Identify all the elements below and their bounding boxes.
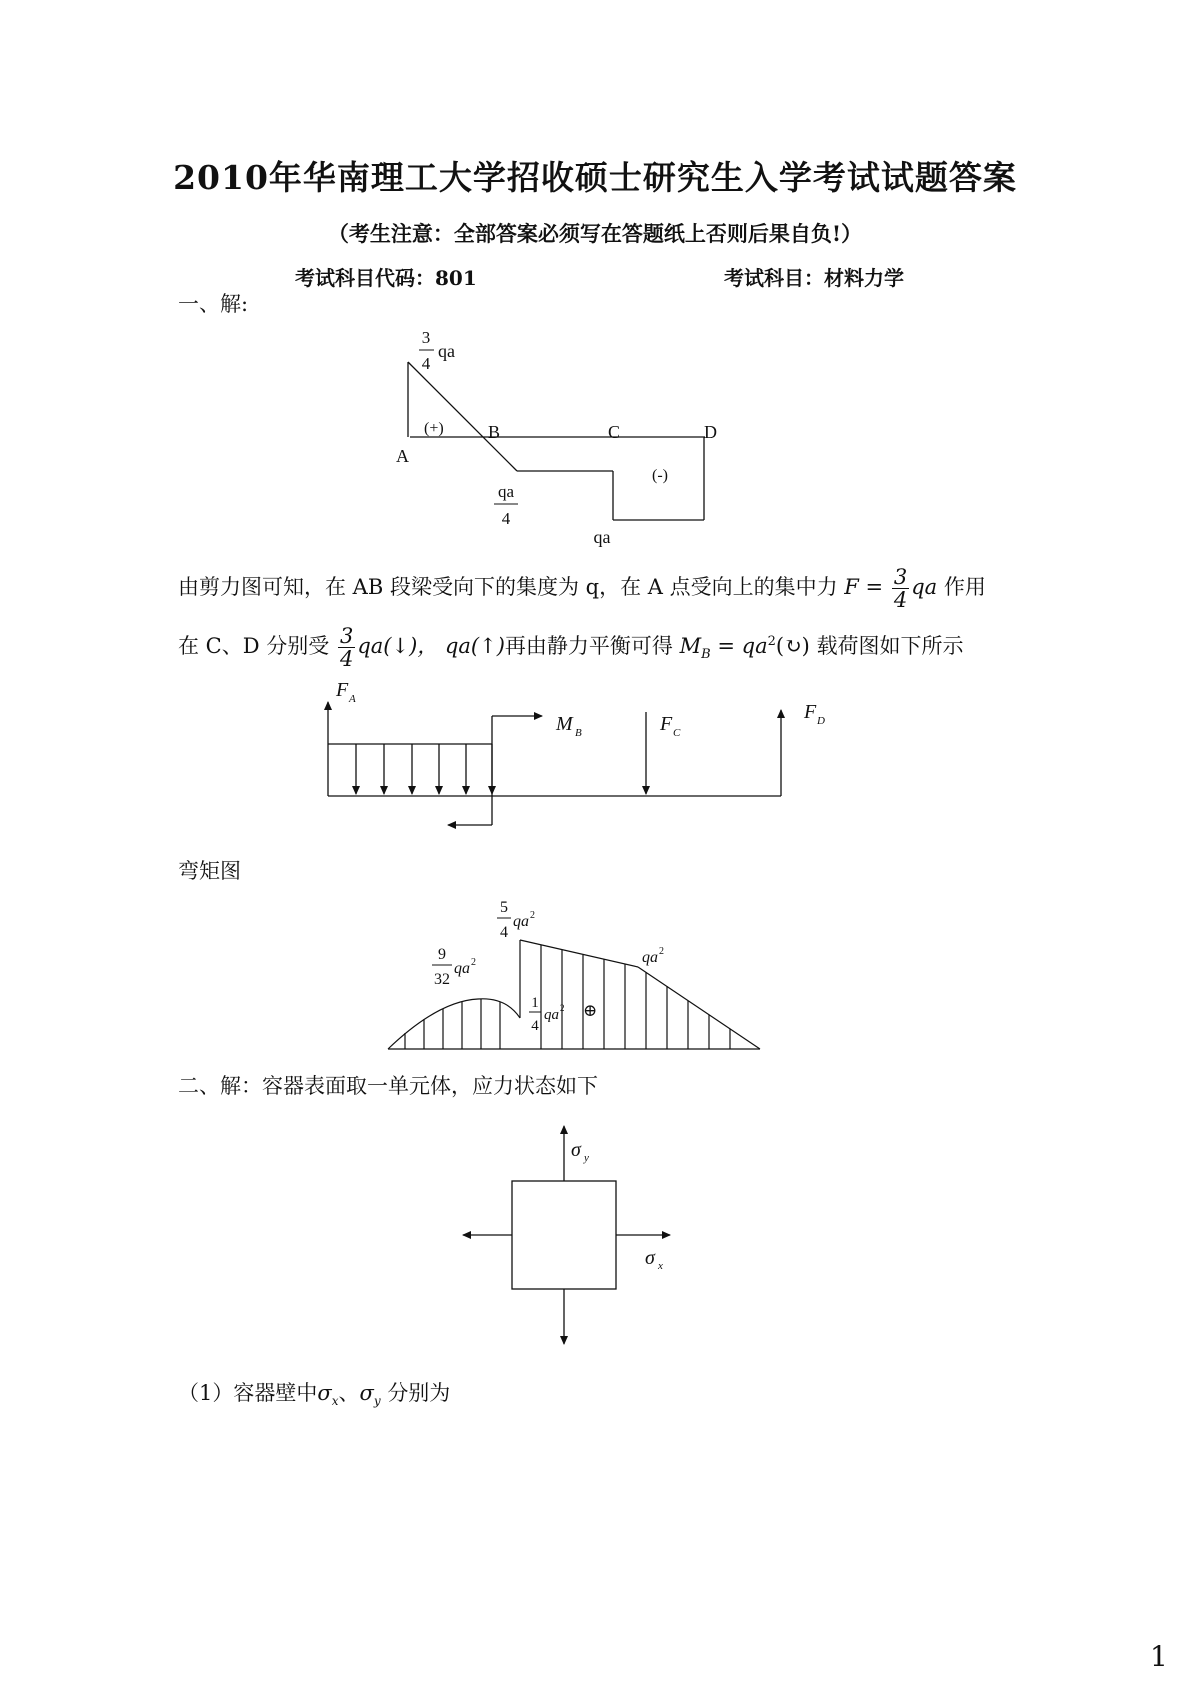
moment-peak-den: 4 [500, 924, 508, 941]
moment-peak-num: 5 [500, 899, 508, 916]
moment-left-sup: 2 [471, 957, 476, 968]
para1-text-start: 由剪力图可知，在 AB 段梁受向下的集度为 q，在 A 点受向上的集中力 [178, 575, 838, 599]
shear-force-diagram [380, 320, 760, 560]
moment-sign: ⊕ [583, 1001, 598, 1020]
q1-sigma-y: σ [359, 1381, 374, 1405]
moment-peak-unit: qa [513, 913, 529, 930]
sigma-y-sub: y [584, 1152, 589, 1164]
sigma-y-label: σ [571, 1139, 581, 1161]
para1-text-end: 作用 [943, 575, 986, 599]
para2-fraction [338, 625, 355, 670]
q1-separator: 、 [338, 1381, 360, 1405]
load-fc-sub: C [673, 727, 681, 739]
moment-inner-unit: qa [544, 1007, 559, 1023]
moment-inner-num: 1 [531, 995, 539, 1011]
load-mb-sub: B [575, 727, 582, 739]
para2-equals: = qa [710, 634, 768, 658]
para1-fraction-den: 4 [893, 588, 908, 612]
para2-term-2: qa(↑) [444, 634, 505, 658]
q1-sigma-x-sub: x [331, 1394, 339, 1409]
q1-sigma-y-sub: y [373, 1394, 381, 1409]
para2-text-mid: 再由静力平衡可得 [504, 634, 673, 658]
stress-element-diagram [455, 1118, 715, 1358]
bending-moment-heading: 弯矩图 [178, 859, 241, 883]
moment-right-line [638, 967, 760, 1049]
shear-point-b: B [488, 422, 501, 442]
shear-top-num: 3 [421, 328, 431, 347]
para2-term-1: qa(↓)， [357, 634, 439, 658]
load-fa-label: F [336, 679, 349, 701]
load-diagram [310, 672, 850, 842]
shear-top-den: 4 [421, 354, 431, 373]
q1-sigma-x: σ [317, 1381, 332, 1405]
load-mb-label: M [556, 713, 573, 735]
page-number: 1 [1150, 1640, 1168, 1673]
para2-text-end: 载荷图如下所示 [816, 634, 964, 658]
para1-force-symbol: F = [844, 575, 884, 599]
shear-point-a: A [396, 446, 409, 466]
bending-moment-diagram [380, 895, 780, 1065]
moment-left-num: 9 [438, 946, 446, 963]
q1-text-end: 分别为 [387, 1381, 451, 1405]
page-title: 2010年华南理工大学招收硕士研究生入学考试试题答案 [173, 158, 1017, 197]
shear-slope [408, 362, 517, 471]
load-fd-sub: D [817, 715, 825, 727]
q1-text-start: （1）容器壁中 [178, 1381, 318, 1405]
subject-name: 考试科目：材料力学 [724, 266, 904, 290]
sigma-x-label: σ [645, 1247, 655, 1269]
para2-text-start: 在 C、D 分别受 [178, 634, 330, 658]
para2-sup: 2 [767, 634, 776, 649]
para2-fraction-den: 4 [339, 647, 354, 671]
load-fd-label: F [804, 701, 817, 723]
shear-top-unit: qa [438, 341, 455, 361]
stress-element-box [512, 1181, 616, 1289]
question-1-line [178, 1378, 450, 1416]
shear-point-d: D [704, 422, 717, 442]
shear-point-c: C [608, 422, 621, 442]
shear-bottom-label: qa [593, 527, 611, 547]
explanation-line-2 [178, 625, 964, 670]
para2-direction: (↻) [775, 634, 810, 658]
shear-plus-sign: (+) [424, 420, 444, 437]
sigma-x-sub: x [658, 1260, 663, 1272]
para1-qa: qa [911, 575, 938, 599]
para2-moment-sub: B [701, 647, 711, 663]
moment-upper-line [520, 940, 638, 967]
explanation-line-1 [178, 566, 986, 611]
moment-left-den: 32 [434, 971, 450, 988]
shear-mid-num: qa [497, 482, 515, 501]
load-fc-label: F [660, 713, 673, 735]
load-fa-sub: A [349, 693, 356, 705]
para2-fraction-num: 3 [339, 624, 354, 648]
para2-moment-symbol: M [679, 634, 702, 658]
moment-left-unit: qa [454, 960, 470, 977]
section2-heading: 二、解：容器表面取一单元体，应力状态如下 [178, 1074, 598, 1098]
shear-mid-den: 4 [501, 509, 511, 528]
shear-minus-sign: (-) [652, 467, 668, 484]
moment-right-sup: 2 [659, 946, 664, 957]
moment-right-unit: qa [642, 949, 658, 966]
para1-fraction-num: 3 [893, 565, 908, 589]
para1-fraction [892, 566, 909, 611]
moment-peak-sup: 2 [530, 910, 535, 921]
subject-code: 考试科目代码：801 [295, 266, 477, 290]
moment-inner-sup: 2 [560, 1003, 565, 1013]
exam-notice: （考生注意：全部答案必须写在答题纸上否则后果自负!） [327, 221, 863, 246]
moment-inner-den: 4 [531, 1018, 539, 1034]
section1-heading: 一、解: [178, 292, 249, 316]
